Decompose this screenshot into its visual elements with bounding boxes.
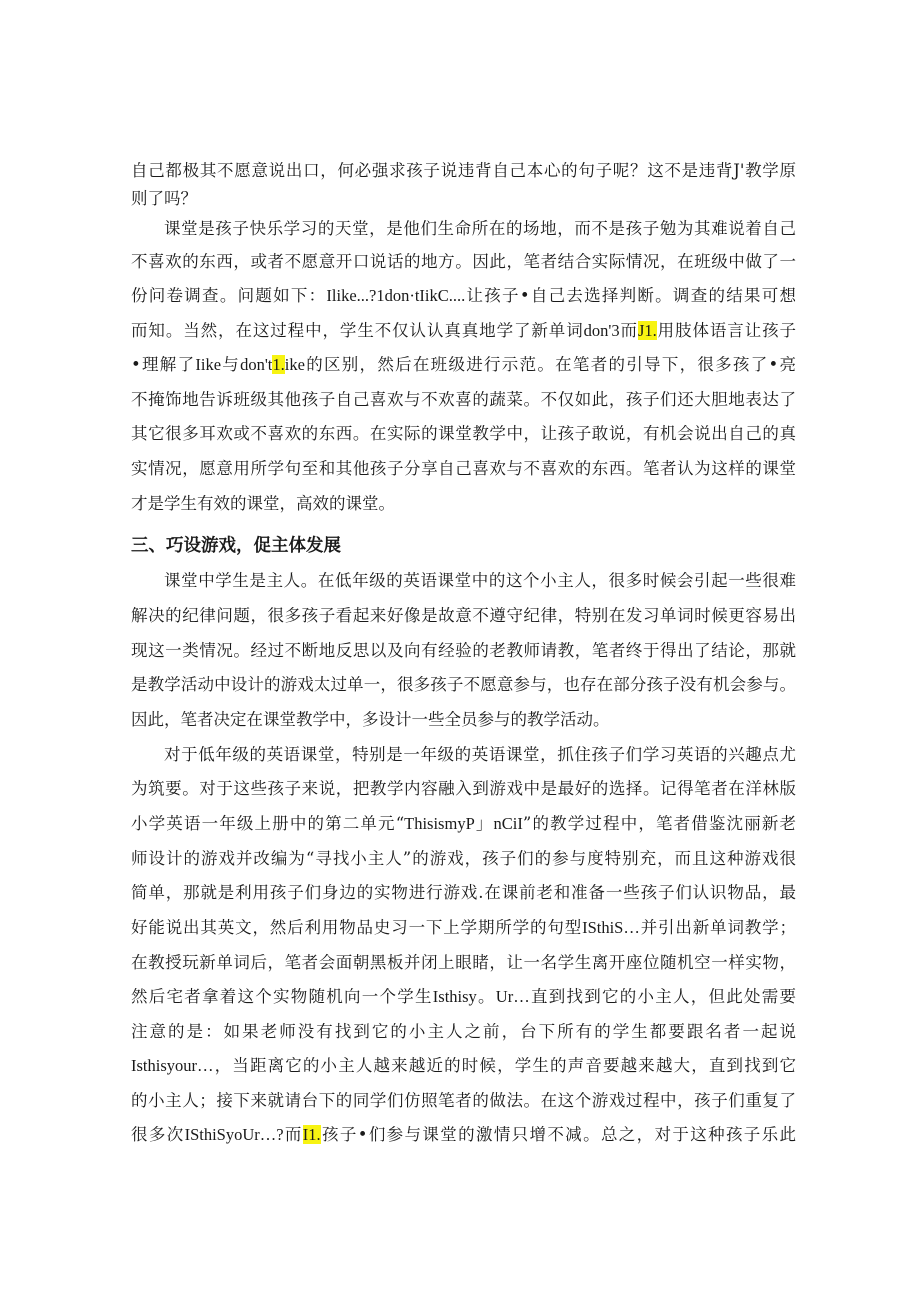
text-run: 课堂中学生是主人。在低年级的英语课堂中的这个小主人，很多时候会引起一些很难	[164, 571, 796, 590]
text-run: 在教授玩新单词后，笔者会面朝黑板并闭上眼睹，让一名学生离开座位随机空一样实物，	[131, 953, 796, 972]
text-run: 的区别，然后在班级进行示范。在笔者的引导下，很多孩了•亮	[304, 355, 797, 374]
section-heading-line	[131, 535, 341, 557]
text-run: 并引出新单词教学；	[639, 918, 797, 937]
text-run: 小学英语一年级上册中的第二单元“	[131, 814, 405, 833]
text-run: 而知。当然，在这过程中，学生不仅认认真真地学了新单词	[131, 321, 584, 340]
highlighted-text: 1.	[272, 355, 285, 374]
text-run: 简单，那就是利用孩子们身边的实物进行游戏.在课前老和准备一些孩子们认识物品，最	[131, 883, 796, 902]
paragraph-example-line	[131, 986, 796, 1008]
text-run: 让孩子•自己去选择判断。调查的结果可想	[465, 286, 797, 305]
text-run: Isthisyour…	[131, 1056, 214, 1075]
text-run: don'3	[583, 321, 620, 340]
text-run: 现这一类情况。经过不断地反思以及向有经验的老教师请教，笔者终于得出了结论，那就	[131, 641, 796, 660]
text-run: 因此，笔者决定在课堂教学中，多设计一些全员参与的教学活动。	[131, 710, 610, 729]
text-run: 是教学活动中设计的游戏太过单一，很多孩子不愿意参与，也存在部分孩子没有机会参与。	[131, 675, 796, 694]
text-run: ISthiS…	[582, 918, 640, 937]
text-run: 注意的是：如果老师没有找到它的小主人之前，台下所有的学生都要跟名者一起说	[131, 1022, 796, 1041]
text-run: 其它很多耳欢或不喜欢的东西。在实际的课堂教学中，让孩子敢说，有机会说出自己的真	[131, 424, 796, 443]
para-continuation-line	[131, 160, 796, 182]
paragraph-classroom-line	[131, 354, 796, 376]
paragraph-games-line	[131, 674, 796, 696]
text-run: don't	[240, 355, 273, 374]
text-run: 不喜欢的东西，或者不愿意开口说话的地方。因此，笔者结合实际情况，在班级中做了一	[131, 252, 796, 271]
para-continuation-line	[131, 188, 796, 210]
paragraph-classroom-line	[131, 493, 796, 515]
text-run: ，当距离它的小主人越来越近的时候，学生的声音要越来越大，直到找到它	[213, 1056, 796, 1075]
text-run: Ilike...?1don·tIikC....	[326, 286, 466, 305]
paragraph-classroom-line	[131, 389, 796, 411]
text-run: 孩子•们参与课堂的激情只增不减。总之，对于这种孩子乐此	[320, 1125, 797, 1144]
paragraph-games-line	[131, 605, 796, 627]
paragraph-classroom-line	[131, 320, 796, 342]
text-run: ISthiSyoUr…?	[184, 1125, 284, 1144]
text-run: 份问卷调查。问题如下：	[131, 286, 327, 305]
text-run: 用肢体语言让孩子	[656, 321, 797, 340]
text-run: •理解了	[131, 355, 196, 374]
text-run: 三、巧设游戏，促主体发展	[131, 536, 341, 556]
paragraph-games-line	[131, 709, 796, 731]
paragraph-classroom-line	[131, 423, 796, 445]
paragraph-example-line	[131, 882, 796, 904]
text-run: 师设计的游戏并改编为“寻找小主人”的游戏，孩子们的参与度特别充，而且这种游戏很	[131, 849, 796, 868]
paragraph-example-line	[131, 778, 796, 800]
text-run: 很多次	[131, 1125, 185, 1144]
text-run: 才是学生有效的课堂，高效的课堂。	[131, 494, 395, 513]
highlighted-text: I1.	[302, 1125, 321, 1144]
text-run: 不掩饰地告诉班级其他孩子自己喜欢与不欢喜的蔬菜。不仅如此，孩子们还大胆地表达了	[131, 390, 796, 409]
text-run: Iike	[195, 355, 222, 374]
paragraph-example-line	[164, 744, 796, 766]
text-run: 然后宅者拿着这个实物随机向一个学生	[131, 987, 433, 1006]
text-run: 好能说出其英文，然后利用物品史习一下上学期所学的句型	[131, 918, 583, 937]
text-run: 为筑要。对于这些孩子来说，把教学内容融入到游戏中是最好的选择。记得笔者在洋林版	[131, 779, 796, 798]
text-run: ike	[284, 355, 305, 374]
highlighted-text: J1.	[637, 321, 657, 340]
paragraph-example-line	[131, 1021, 796, 1043]
text-run: ThisismyP」nCiI	[404, 814, 523, 833]
paragraph-example-line	[131, 917, 796, 939]
text-run: 而	[619, 321, 638, 340]
paragraph-classroom-line	[131, 251, 796, 273]
paragraph-games-line	[164, 570, 796, 592]
text-run: 解决的纪律问题，很多孩子看起来好像是故意不遵守纪律，特别在发习单词时候更容易出	[131, 606, 796, 625]
text-run: ”的教学过程中，笔者借鉴沈丽新老	[522, 814, 797, 833]
text-run: 而	[283, 1125, 303, 1144]
paragraph-example-line	[131, 1055, 796, 1077]
paragraph-example-line	[131, 813, 796, 835]
paragraph-classroom-line	[164, 218, 796, 240]
text-run: 则了吗？	[131, 189, 197, 208]
paragraph-classroom-line	[131, 285, 796, 307]
text-run: 自己都极其不愿意说出口，何必强求孩子说违背自己本心的句子呢？这不是违背J'教学原	[131, 161, 796, 180]
text-run: 对于低年级的英语课堂，特别是一年级的英语课堂，抓住孩子们学习英语的兴趣点尤	[164, 745, 796, 764]
text-run: 实情况，愿意用所学句至和其他孩子分享自己喜欢与不喜欢的东西。笔者认为这样的课堂	[131, 459, 796, 478]
text-run: 的小主人；接下来就请台下的同学们仿照笔者的做法。在这个游戏过程中，孩子们重复了	[131, 1091, 796, 1110]
paragraph-classroom-line	[131, 458, 796, 480]
paragraph-example-line	[131, 1124, 796, 1146]
text-run: 课堂是孩子快乐学习的天堂，是他们生命所在的场地，而不是孩子勉为其难说着自己	[164, 219, 796, 238]
paragraph-example-line	[131, 848, 796, 870]
text-run: Isthisy。Ur…	[432, 987, 530, 1006]
text-run: 直到找到它的小主人，但此处需要	[529, 987, 797, 1006]
paragraph-example-line	[131, 1090, 796, 1112]
paragraph-games-line	[131, 640, 796, 662]
paragraph-example-line	[131, 952, 796, 974]
text-run: 与	[221, 355, 241, 374]
